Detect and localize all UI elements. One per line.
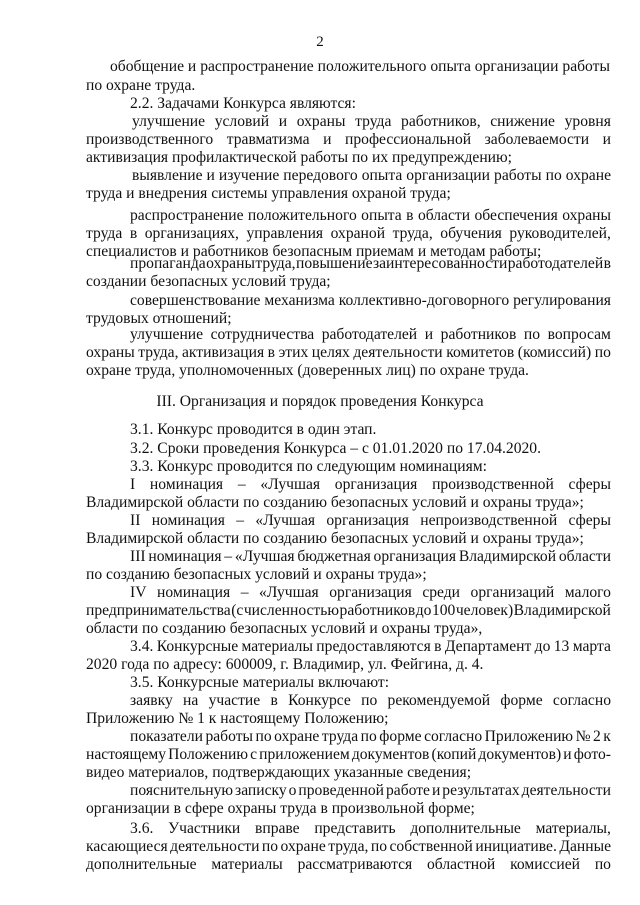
text-line: предпринимательства (с численностью работников до 100 человек) Владимирской	[86, 602, 611, 619]
text-line: 3.5. Конкурсные материалы включают:	[130, 674, 390, 691]
text-line: IV номинация – «Лучшая организация среди организаций малого	[130, 584, 611, 601]
section-heading: III. Организация и порядок проведения Конкурса	[156, 393, 484, 410]
text-line: пояснительную записку о проведенной работе и результатах деятельности	[130, 782, 611, 799]
text-line: по охране труда.	[86, 77, 196, 94]
text-line: специалистов и работников безопасным приемам и методам работы;	[86, 243, 542, 260]
text-line: производственного травматизма и профессиональной заболеваемости и	[86, 131, 611, 148]
text-line: организации в сфере охраны труда в произвольной форме;	[86, 800, 475, 817]
text-line: видео материалов, подтверждающих указанные сведения;	[86, 764, 472, 781]
text-line: показатели работы по охране труда по форме согласно Приложению № 2 к	[130, 728, 611, 745]
text-line: создании безопасных условий труда;	[86, 273, 331, 290]
text-line: совершенствование механизма коллективно-договорного регулирования	[130, 292, 611, 309]
text-line: 2.2. Задачами Конкурса являются:	[130, 95, 356, 112]
text-line: выявление и изучение передового опыта организации работы по охране	[132, 167, 611, 184]
text-line: охраны труда, активизация в этих целях деятельности комитетов (комиссий) по	[86, 344, 611, 361]
text-line: по созданию безопасных условий и охраны труда»;	[86, 566, 427, 583]
text-line: дополнительные материалы рассматриваются областной комиссией по	[86, 856, 611, 873]
text-line: труда и внедрения системы управления охраной труда;	[86, 185, 451, 202]
text-line: распространение положительного опыта в области обеспечения охраны	[130, 207, 611, 224]
text-line: заявку на участие в Конкурсе по рекомендуемой форме согласно	[130, 692, 611, 709]
text-line: 3.1. Конкурс проводится в один этап.	[130, 421, 377, 438]
text-line: 3.3. Конкурс проводится по следующим номинациям:	[130, 458, 487, 475]
text-line: охране труда, уполномоченных (доверенных лиц) по охране труда.	[86, 362, 529, 379]
text-line: активизация профилактической работы по их предупреждению;	[86, 149, 512, 166]
text-line: 2020 года по адресу: 600009, г. Владимир, ул. Фейгина, д. 4.	[86, 656, 484, 673]
text-line: 3.4. Конкурсные материалы предоставляются в Департамент до 13 марта	[130, 638, 611, 655]
text-line: трудовых отношений;	[86, 310, 232, 327]
text-line: II номинация – «Лучшая организация непроизводственной сферы	[130, 512, 611, 529]
text-line: области по созданию безопасных условий и охраны труда»,	[86, 620, 483, 637]
page-number: 2	[316, 34, 324, 50]
text-line: касающиеся деятельности по охране труда, по собственной инициативе. Данные	[86, 838, 611, 855]
text-line: 3.2. Сроки проведения Конкурса – с 01.01.2020 по 17.04.2020.	[130, 440, 541, 457]
text-line: I номинация – «Лучшая организация производственной сферы	[130, 476, 611, 493]
text-line: III номинация – «Лучшая бюджетная организация Владимирской области	[130, 548, 611, 565]
text-line: улучшение сотрудничества работодателей и работников по вопросам	[130, 326, 611, 343]
text-line: Приложению № 1 к настоящему Положению;	[86, 710, 389, 727]
text-line: труда в организациях, управления охраной труда, обучения руководителей,	[86, 225, 611, 242]
text-line: улучшение условий и охраны труда работников, снижение уровня	[132, 113, 611, 130]
text-line: настоящему Положению с приложением документов (копий документов) и фото-	[86, 746, 611, 763]
text-line: обобщение и распространение положительного опыта организации работы	[110, 58, 610, 75]
text-line: Владимирской области по созданию безопасных условий и охраны труда»;	[86, 530, 584, 547]
text-line: пропаганда охраны труда, повышение заинтересованности работодателей в	[130, 255, 611, 272]
text-line: Владимирской области по созданию безопасных условий и охраны труда»;	[86, 494, 584, 511]
text-line: 3.6. Участники вправе представить дополнительные материалы,	[130, 820, 611, 837]
